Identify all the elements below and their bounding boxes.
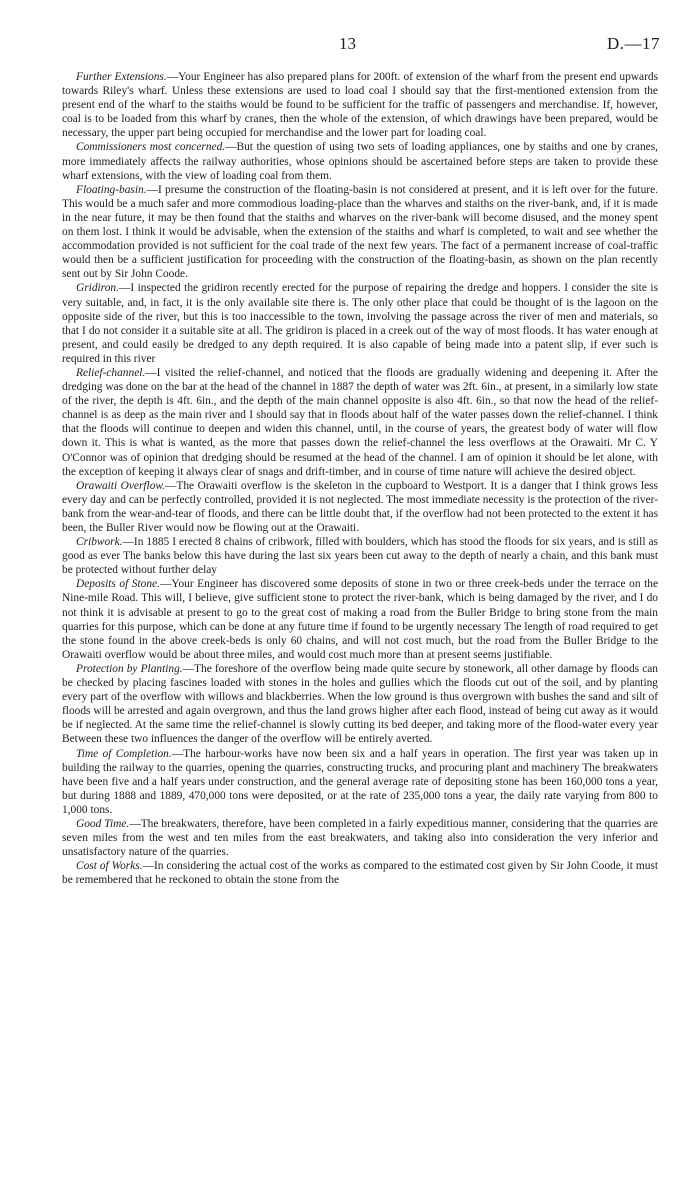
paragraph-heading: Time of Completion.	[76, 747, 172, 760]
paragraph-heading: Deposits of Stone.	[76, 578, 160, 591]
paragraph-text: —The harbour-works have now been six and a half years in operation. The first year was taken up in building the railway to the quarries, opening the quarries, constructing trucks, and procuring plant and machinery The breakwaters have been five and a half years under construction, and the general average rate of depositing stone has been 160,000 tons a year, but during 1888 and 1889, 470,000 tons were deposited, or at the rate of 235,000 tons a year, the daily rate varying from 800 to 1,000 tons.	[62, 747, 658, 816]
paragraph-commissioners	[62, 140, 658, 182]
paragraph-relief-channel	[62, 366, 658, 479]
paragraph-further-extensions	[62, 70, 658, 140]
paragraph-text: —I inspected the gridiron recently erected for the purpose of repairing the dredge and hoppers. I consider the site is very suitable, and, in fact, it is the only available site there is. The only other place that could be thought of is the lagoon on the opposite side of the river, but this is too inaccessible to the town, involving the passage across the river of men and materials, so that I do not consider it a suitable site at all. The gridiron is placed in a creek out of the way of most floods. It has water enough at present, and could easily be dredged to any depth required. It is also capable of being made into a patent slip, if ever such is required in this river	[62, 282, 658, 365]
document-reference: D.—17	[606, 34, 660, 53]
paragraph-protection-by-planting	[62, 662, 658, 747]
paragraph-heading: Orawaiti Overflow.	[76, 479, 166, 492]
paragraph-text: —But the question of using two sets of loading appliances, one by staiths and one by cranes, more immediately affects the railway authorities, whose opinions should be ascertained before steps are taken to provide these wharf extensions, with the view of loading coal from them.	[62, 141, 658, 182]
paragraph-heading: Floating-basin.	[76, 183, 147, 196]
paragraph-heading: Cribwork.	[76, 536, 123, 549]
paragraph-heading: Commissioners most concerned.	[76, 141, 226, 154]
paragraph-text: —Your Engineer has discovered some deposits of stone in two or three creek-beds under the terrace on the Nine-mile Road. This will, I believe, give sufficient stone to protect the river-bank, which is being damaged by the river, and I do not think it is advisable at present to go to the great cost of making a road from the Buller Bridge to bring stone from the main quarries for this purpose, which can be done at any future time if found to be urgently necessary The length of road required to get the stone found in the above creek-beds is only 60 chains, and will not cost much, but the road from the Buller Bridge to the Orawaiti overflow would be about three miles, and would cost much more than at present seems justifiable.	[62, 578, 659, 661]
paragraph-deposits-of-stone	[62, 577, 658, 662]
paragraph-text: —In considering the actual cost of the works as compared to the estimated cost given by Sir John Coode, it must be remembered that he reckoned to obtain the stone from the	[62, 860, 658, 887]
page-header	[0, 34, 700, 54]
paragraph-heading: Further Extensions.	[76, 71, 167, 83]
paragraph-orawaiti-overflow	[62, 479, 658, 535]
paragraph-heading: Cost of Works.	[76, 860, 143, 873]
paragraph-heading: Relief-channel.	[76, 366, 146, 379]
paragraph-good-time	[62, 817, 658, 859]
paragraph-text: —In 1885 I erected 8 chains of cribwork, filled with boulders, which has stood the floods for six years, and is still as good as ever The banks below this have during the last six years been cut away to the depth of nearly a chain, and this bank must be protected without further delay	[62, 536, 658, 577]
paragraph-heading: Good Time.	[76, 817, 130, 830]
paragraph-text: —Your Engineer has also prepared plans for 200ft. of extension of the wharf from the present end upwards towards Riley's wharf. Unless these extensions are used to load coal I should say that the first-mentioned extension from the present end of the wharf to the staiths would be found to be sufficient for the traffic of passengers and merchandise. If, however, coal is to be loaded from this wharf by cranes, then the whole of the extension, of which drawings have been prepared, would be necessary, the upper part being occupied for merchandise and the lower part for loading coal.	[62, 71, 658, 140]
paragraph-text: —The foreshore of the overflow being made quite secure by stonework, all other damage by floods can be checked by placing fascines loaded with stones in the holes and gullies which the floods cut out of the soil, and by planting every part of the overflow with willows and blackberries. When the low ground is thus overgrown with bushes the sand and silt of floods will be arrested and again overgrown, and thus the land grows higher after each flood, instead of being cut away as it would be if neglected. At the same time the relief-channel is slowly cutting its bed deeper, and taking more of the flood-water every year Between these two influences the danger of the overflow will be entirely averted.	[62, 662, 658, 746]
paragraph-text: —The breakwaters, therefore, have been completed in a fairly expeditious manner, considering that the quarries are seven miles from the west and ten miles from the east breakwaters, and taking also into consideration the very inferior and unsatisfactory nature of the quarries.	[62, 817, 658, 859]
paragraph-cost-of-works	[62, 859, 658, 887]
paragraph-heading: Gridiron.	[76, 282, 119, 295]
paragraph-cribwork	[62, 535, 658, 577]
paragraph-text: —I visited the relief-channel, and noticed that the floods are gradually widening and deepening it. After the dredging was done on the bar at the head of the channel in 1887 the depth of water was 2ft. 6in., at present, in a similarly low state of the river, the depth is 4ft. 6in., and the depth of the main channel opposite is also 4ft. 6in., so that now the head of the relief-channel is as deep as the main river and I should say that in floods about half of the water passes down the relief-channel. I think that the floods will continue to deepen and widen this channel, until, in the course of years, the greatest body of water will flow down it. This is what is wanted, as the more that passes down the relief-channel the less overflows at the Orawaiti. Mr C. Y O'Connor was of opinion that dredging should be resumed at the head of the channel. I am of opinion it should be let alone, with the exception of keeping it always clear of snags and drift-timber, and in course of time nature will achieve the desired object.	[62, 366, 658, 478]
paragraph-floating-basin	[62, 183, 658, 282]
body-text	[62, 70, 658, 887]
page-number: 13	[339, 34, 356, 53]
paragraph-time-of-completion	[62, 747, 658, 817]
paragraph-text: —The Orawaiti overflow is the skeleton in the cupboard to Westport. It is a danger that I think grows less every day and can be perfectly controlled, provided it is not neglected. The most immediate necessity is the protection of the river-bank from the wear-and-tear of floods, and there can be little doubt that, if the overflow had not been protected to the extent it has been, the Buller River would now be flowing out at the Orawaiti.	[62, 479, 658, 534]
paragraph-text: —I presume the construction of the floating-basin is not considered at present, and it is left over for the future. This would be a much safer and more commodious loading-place than the wharves and staiths on the river-bank, and, if it is made in the near future, it may be then found that the staiths and wharves on the river-bank will become disused, and the money spent on them lost. I think it would be advisable, when the extension of the staiths and wharf is completed, to wait and see whether the accommodation provided is not sufficient for the coal trade of the next few years. The fact of a permanent increase of coal-traffic would then be a sufficient justification for proceeding with the construction of the floating-basin, as shown on the plan recently sent out by Sir John Coode.	[62, 183, 658, 281]
paragraph-heading: Protection by Planting.	[76, 662, 183, 675]
paragraph-gridiron	[62, 281, 658, 366]
